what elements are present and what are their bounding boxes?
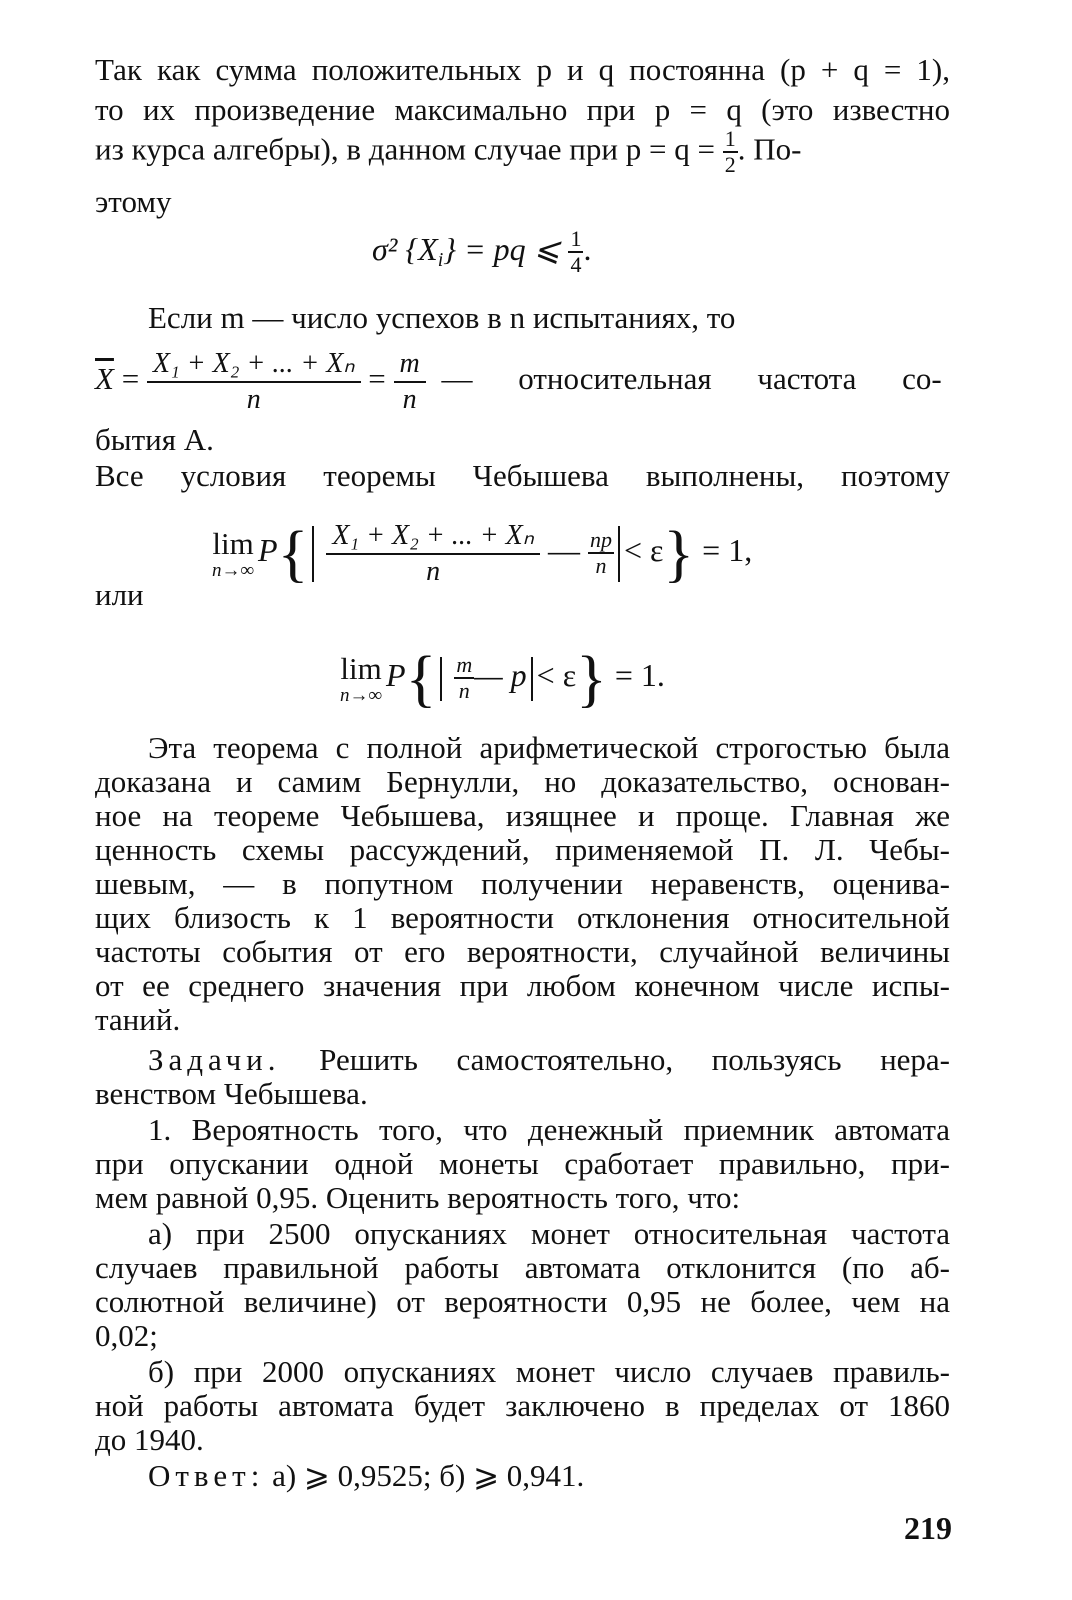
text-line: б) при 2000 опусканиях монет число случаев правиль- [148, 1354, 950, 1389]
fraction-np-n [588, 529, 614, 578]
text-line: бытия A. [95, 422, 214, 457]
abs-bar [312, 526, 314, 582]
subscript: i [437, 248, 444, 271]
text-line: от ее среднего значения при любом конечном числе испы- [95, 968, 950, 1003]
text-line: при опускании одной монеты сработает правильно, при- [95, 1146, 950, 1181]
tasks-label: Задачи. [148, 1042, 281, 1077]
abs-bar [618, 526, 620, 582]
x-bar: $\overline{X}$ [95, 361, 114, 396]
fraction-denominator: 4 [570, 252, 582, 277]
text-line: Так как сумма положительных p и q постоянна (p + q = 1), [95, 52, 950, 87]
text-fragment: Решить самостоятельно, пользуясь нера- [319, 1042, 950, 1077]
inequality: < ε [623, 532, 664, 568]
fraction-denominator: n [147, 381, 361, 414]
fraction-quarter [568, 228, 583, 277]
limit-word: lim [212, 525, 254, 561]
text-line: а) при 2500 опусканиях монет относительная частота [148, 1216, 950, 1251]
abs-bar [531, 657, 533, 701]
fraction-denominator: n [454, 677, 474, 703]
equation-lhs: σ² {X [372, 230, 438, 267]
probability-symbol: P [258, 532, 278, 568]
brace-close: } [663, 517, 695, 589]
brace-close: } [576, 642, 607, 714]
equation-rhs: = 1. [614, 657, 665, 693]
fraction-m-n [394, 347, 426, 415]
equation-chebyshev-limit: lim n→∞ P{ $\frac{\text{X₁ + X₂ + ... + Xₙ}}{n}$ — $\frac{np}{n}$ < ε} = 1, [212, 517, 753, 589]
text-line: ное на теореме Чебышева, изящнее и проще. Главная же [95, 798, 950, 833]
equation-variance [372, 228, 591, 288]
probability-symbol: P [386, 657, 406, 693]
text-line [95, 128, 950, 178]
text-line: ценность схемы рассуждений, применяемой П. Л. Чебы- [95, 832, 950, 867]
text-fragment: . По- [737, 131, 802, 167]
inequality: < ε [536, 657, 577, 693]
fraction-denominator: n [588, 552, 614, 578]
text-line: шевым, — в попутном получении неравенств, оценива- [95, 866, 950, 901]
limit-word: lim [340, 650, 382, 686]
text-fragment: из курса алгебры), в данном случае при p = q = [95, 131, 715, 167]
fraction-numerator: 1 [570, 226, 582, 251]
text-line: 0,02; [95, 1318, 158, 1353]
text-line: мем равной 0,95. Оценить вероятность того, что: [95, 1180, 741, 1215]
limit-subscript: n→∞ [340, 684, 383, 706]
equation-relative-frequency: $\overline{X}$ = $\frac{\text{X₁ + X₂ + ... + Xₙ}}{n}$ = $\frac{m}{n}$ — относительная частота со- [95, 347, 942, 415]
answer-label: Ответ: [148, 1458, 265, 1493]
limit-operator [212, 525, 255, 581]
text-line: доказана и самим Бернулли, но доказательство, основан- [95, 764, 950, 799]
brace-open: { [277, 517, 309, 589]
fraction-denominator: n [326, 553, 540, 586]
answer-text: а) ⩾ 0,9525; б) ⩾ 0,941. [272, 1458, 585, 1493]
text-line: Все условия теоремы Чебышева выполнены, поэтому [95, 458, 950, 493]
fraction-denominator: n [394, 381, 426, 414]
text-line: венством Чебышева. [95, 1076, 368, 1111]
limit-operator [340, 650, 383, 706]
equation-rhs: } = pq ⩽ [443, 230, 561, 267]
text-line: до 1940. [95, 1422, 204, 1457]
text-fragment: — относительная частота со- [441, 361, 942, 396]
text-line: случаев правильной работы автомата отклонится (по аб- [95, 1250, 950, 1285]
text-line: щих близость к 1 вероятности отклонения относительной [95, 900, 950, 935]
text-fragment: — p [474, 657, 527, 693]
equation-bernoulli-limit [340, 640, 665, 714]
limit-subscript: n→∞ [212, 559, 255, 581]
fraction-m-n [454, 654, 474, 703]
fraction-numerator: X₁ + X₂ + ... + Xₙ [332, 519, 534, 551]
text-line: таний. [95, 1002, 181, 1037]
text-line: или [95, 577, 144, 612]
text-line: этому [95, 184, 172, 219]
text-line: 1. Вероятность того, что денежный приемник автомата [148, 1112, 950, 1147]
text-line: Если m — число успехов в n испытаниях, то [148, 300, 736, 335]
equation-rhs: = 1, [702, 532, 753, 568]
fraction-numerator: np [589, 527, 612, 553]
text-line: ной работы автомата будет заключено в пределах от 1860 [95, 1388, 950, 1423]
fraction-denominator: 2 [724, 152, 736, 177]
text-line: солютной величине) от вероятности 0,95 не более, чем на [95, 1284, 950, 1319]
text-line: частоты события от его вероятности, случайной величины [95, 934, 950, 969]
fraction-numerator: 1 [724, 126, 736, 151]
equation-end: . [583, 230, 592, 267]
answer-line [148, 1456, 950, 1496]
fraction-sum [147, 347, 361, 415]
brace-open: { [405, 642, 437, 714]
fraction-numerator: m [456, 652, 473, 678]
abs-bar [440, 657, 442, 701]
text-line: то их произведение максимально при p = q (это известно [95, 92, 950, 127]
fraction-numerator: X₁ + X₂ + ... + Xₙ [152, 347, 355, 379]
text-line: Эта теорема с полной арифметической строгостью была [148, 730, 950, 765]
fraction-numerator: m [399, 347, 420, 379]
fraction-half [723, 128, 738, 177]
page-number: 219 [904, 1510, 952, 1546]
